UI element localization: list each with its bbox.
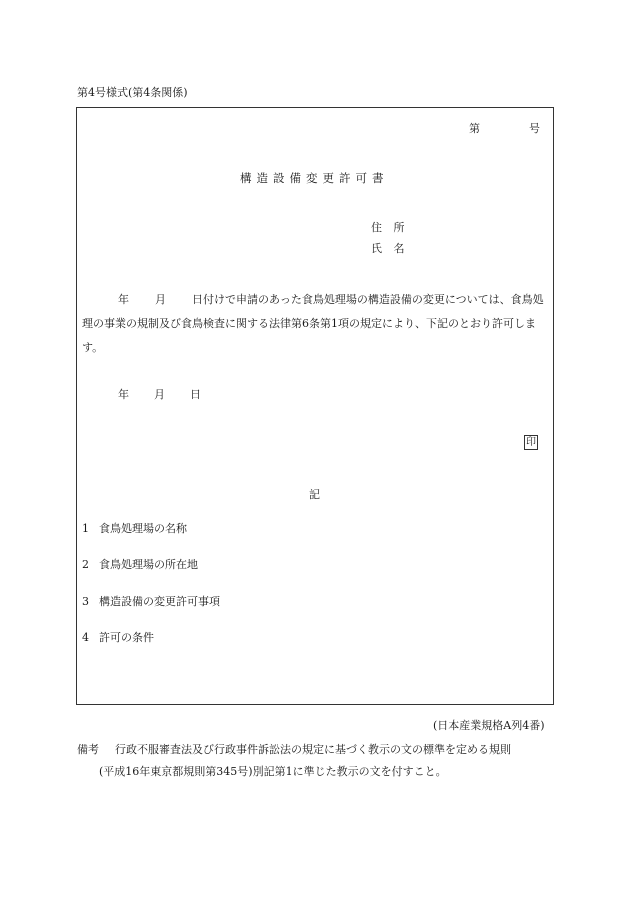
item-1 xyxy=(82,520,187,536)
number-prefix: 第 xyxy=(469,122,480,135)
item-number: 4 xyxy=(82,631,89,644)
name-label: 氏 名 xyxy=(371,242,409,255)
item-3 xyxy=(82,593,220,609)
date-day: 日 xyxy=(190,388,201,401)
item-2 xyxy=(82,556,198,572)
document-frame xyxy=(76,107,554,705)
form-label: 第4号様式(第4条関係) xyxy=(77,86,188,99)
paper-size-note: (日本産業規格A列4番) xyxy=(433,719,545,732)
body-month: 月 xyxy=(155,293,166,306)
address-label: 住 所 xyxy=(371,221,409,234)
remarks-label: 備考 xyxy=(77,743,99,756)
date-year: 年 xyxy=(118,388,129,401)
permit-body-text xyxy=(82,288,552,360)
item-number: 1 xyxy=(82,522,89,535)
ki-heading: 記 xyxy=(309,488,320,501)
remarks-text-1: 行政不服審査法及び行政事件訴訟法の規定に基づく教示の文の標準を定める規則 xyxy=(115,743,511,756)
body-text: 日付けで申請のあった食鳥処理場の構造設備の変更については、食鳥処理の事業の規制及び食鳥検査に関する法律第6条第1項の規定により、下記のとおり許可します。 xyxy=(82,293,544,354)
remarks-text-2: (平成16年東京都規則第345号)別記第1に準じた教示の文を付すこと。 xyxy=(99,765,447,778)
date-month: 月 xyxy=(154,388,165,401)
item-label: 食鳥処理場の名称 xyxy=(99,522,187,535)
remarks-line-1 xyxy=(77,739,511,761)
body-year: 年 xyxy=(118,293,129,306)
item-number: 3 xyxy=(82,595,89,608)
item-label: 食鳥処理場の所在地 xyxy=(99,558,198,571)
item-number: 2 xyxy=(82,558,89,571)
document-title: 構造設備変更許可書 xyxy=(240,171,389,185)
seal-mark: 印 xyxy=(526,437,536,448)
item-label: 構造設備の変更許可事項 xyxy=(99,595,220,608)
item-label: 許可の条件 xyxy=(99,631,154,644)
item-4 xyxy=(82,629,154,645)
number-suffix: 号 xyxy=(529,122,540,135)
